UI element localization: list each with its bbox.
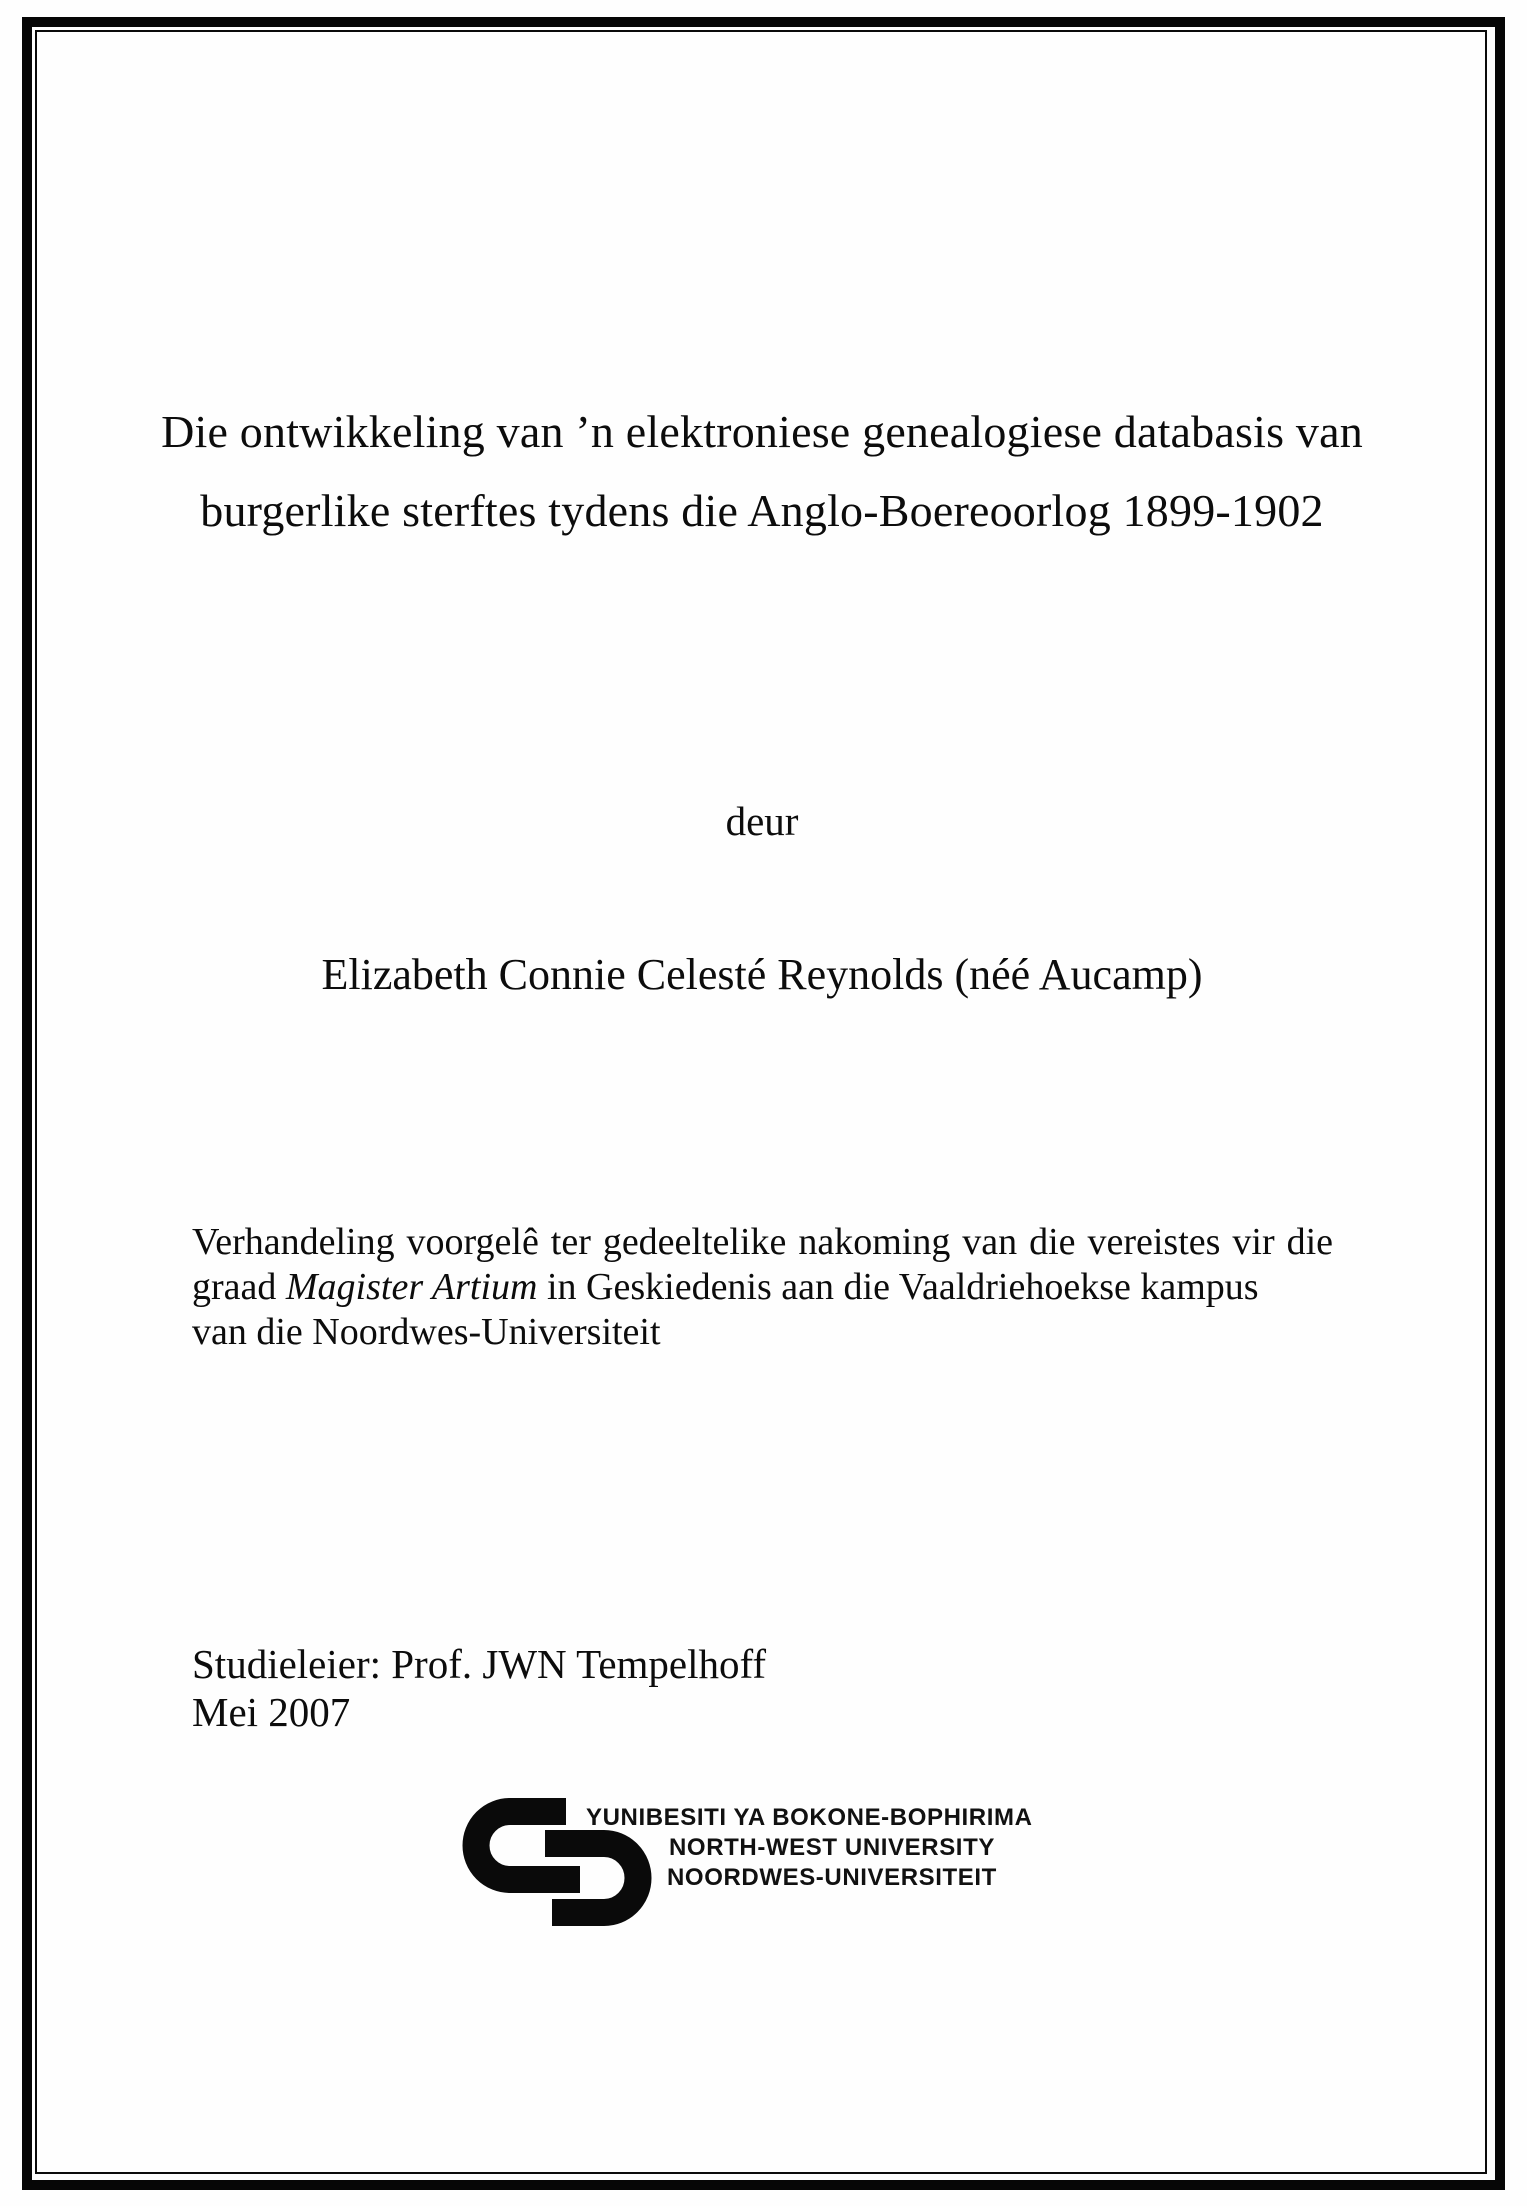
date-line: Mei 2007 [192, 1689, 351, 1735]
supervisor-line: Studieleier: Prof. JWN Tempelhoff [192, 1641, 767, 1687]
degree-statement-line-1: Verhandeling voorgelê ter gedeeltelike nakoming van die vereistes vir die [192, 1221, 1333, 1263]
logo-text-english: NORTH-WEST UNIVERSITY [669, 1834, 995, 1861]
degree-statement-line-3: van die Noordwes-Universiteit [192, 1311, 661, 1353]
logo-text-afrikaans: NOORDWES-UNIVERSITEIT [667, 1864, 997, 1891]
degree-name-italic: Magister Artium [285, 1266, 538, 1308]
nwu-logo [462, 1798, 1062, 1938]
author-name: Elizabeth Connie Celesté Reynolds (néé Aucamp) [321, 950, 1203, 999]
thesis-title [37, 392, 1487, 550]
degree-statement [192, 1220, 1333, 1355]
thesis-title-line-1: Die ontwikkeling van ’n elektroniese genealogiese databasis van [161, 406, 1363, 457]
degree-statement-line-2 [192, 1265, 1333, 1310]
supervisor-block [192, 1640, 766, 1736]
degree-statement-line-2-post: in Geskiedenis aan die Vaaldriehoekse kampus [537, 1266, 1259, 1308]
thesis-title-line-2: burgerlike sterftes tydens die Anglo-Boereoorlog 1899-1902 [200, 485, 1324, 536]
degree-statement-line-2-pre: graad [192, 1266, 286, 1308]
byline-label: deur [725, 798, 799, 844]
logo-text-setswana: YUNIBESITI YA BOKONE-BOPHIRIMA [586, 1804, 1033, 1831]
